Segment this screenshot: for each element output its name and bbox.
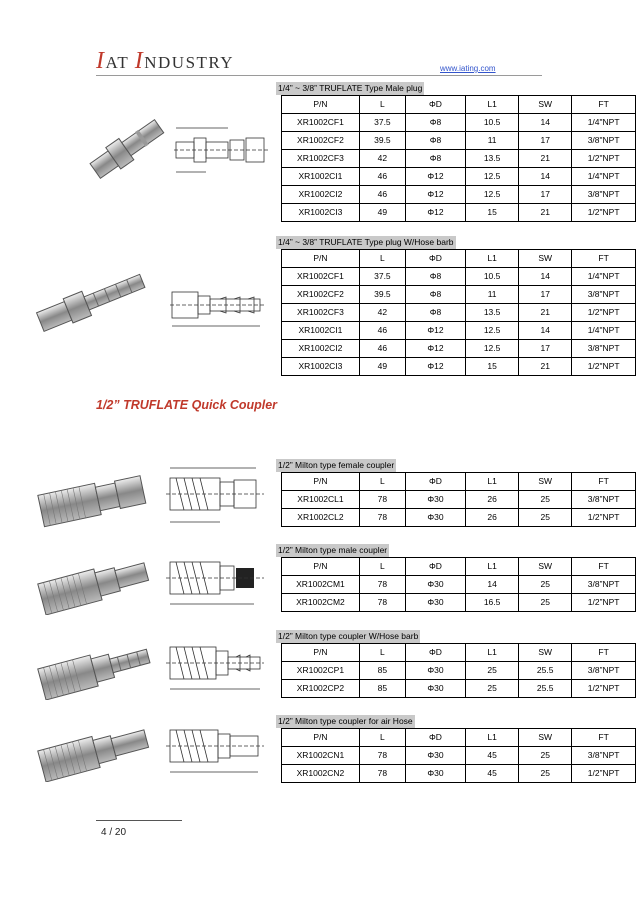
cell-l1: 10.5 <box>466 268 519 286</box>
cell-d: Φ30 <box>405 747 465 765</box>
coupler-air-hose-photo <box>36 722 156 782</box>
cell-ft: 3/8”NPT <box>572 747 636 765</box>
table-row <box>282 491 636 509</box>
cell-sw: 21 <box>519 358 572 376</box>
table-row <box>282 150 636 168</box>
cell-l: 78 <box>359 509 405 527</box>
female-coupler-drawing <box>166 462 266 532</box>
cell-sw: 17 <box>519 286 572 304</box>
table-caption-coupler-air-hose: 1/2” Milton type coupler for air Hose <box>278 716 413 726</box>
cell-pn: XR1002CI2 <box>282 186 360 204</box>
table-header-row <box>282 473 636 491</box>
column-header-sw: SW <box>519 250 572 268</box>
cell-l: 49 <box>359 358 405 376</box>
table-row <box>282 322 636 340</box>
cell-sw: 17 <box>519 340 572 358</box>
table-header-row <box>282 729 636 747</box>
cell-l: 49 <box>359 204 405 222</box>
header-divider <box>96 75 542 76</box>
coupler-hose-barb-photo <box>36 640 156 700</box>
table-row <box>282 662 636 680</box>
cell-pn: XR1002CF1 <box>282 114 360 132</box>
male-plug-drawing <box>174 120 269 180</box>
cell-pn: XR1002CM1 <box>282 576 360 594</box>
cell-l1: 26 <box>466 491 519 509</box>
female-coupler-photo <box>36 470 151 530</box>
spec-table-male-coupler <box>281 557 636 612</box>
coupler-hose-barb-drawing <box>166 633 266 698</box>
cell-l1: 16.5 <box>466 594 519 612</box>
cell-l1: 11 <box>466 132 519 150</box>
cell-pn: XR1002CP2 <box>282 680 360 698</box>
cell-d: Φ8 <box>405 114 465 132</box>
cell-d: Φ12 <box>405 358 465 376</box>
cell-sw: 25.5 <box>519 662 572 680</box>
cell-l1: 45 <box>466 765 519 783</box>
cell-pn: XR1002CI3 <box>282 204 360 222</box>
column-header-d: ΦD <box>405 644 465 662</box>
cell-ft: 1/2”NPT <box>572 509 636 527</box>
cell-pn: XR1002CI1 <box>282 168 360 186</box>
spec-table-hose-barb-plug <box>281 249 636 376</box>
cell-ft: 1/2”NPT <box>572 765 636 783</box>
cell-d: Φ8 <box>405 268 465 286</box>
column-header-d: ΦD <box>405 558 465 576</box>
table-caption-male-plug: 1/4” ~ 3/8” TRUFLATE Type Male plug <box>278 83 423 93</box>
cell-l: 78 <box>359 576 405 594</box>
cell-sw: 25 <box>519 576 572 594</box>
column-header-l1: L1 <box>466 96 519 114</box>
cell-sw: 21 <box>519 204 572 222</box>
column-header-ft: FT <box>572 473 636 491</box>
cell-ft: 3/8”NPT <box>572 491 636 509</box>
column-header-pn: P/N <box>282 644 360 662</box>
table-caption-male-coupler: 1/2” Milton type male coupler <box>278 545 388 555</box>
table-row <box>282 168 636 186</box>
column-header-l: L <box>359 96 405 114</box>
cell-sw: 25 <box>519 491 572 509</box>
table-row <box>282 680 636 698</box>
cell-pn: XR1002CF3 <box>282 150 360 168</box>
column-header-d: ΦD <box>405 250 465 268</box>
table-row <box>282 268 636 286</box>
cell-l1: 15 <box>466 358 519 376</box>
cell-d: Φ30 <box>405 509 465 527</box>
column-header-pn: P/N <box>282 96 360 114</box>
cell-d: Φ30 <box>405 662 465 680</box>
spec-table-male-plug <box>281 95 636 222</box>
column-header-ft: FT <box>572 250 636 268</box>
cell-l: 39.5 <box>359 286 405 304</box>
cell-d: Φ30 <box>405 491 465 509</box>
cell-l: 85 <box>359 680 405 698</box>
cell-pn: XR1002CP1 <box>282 662 360 680</box>
cell-ft: 1/4"NPT <box>572 114 636 132</box>
column-header-pn: P/N <box>282 473 360 491</box>
cell-pn: XR1002CL1 <box>282 491 360 509</box>
column-header-ft: FT <box>572 644 636 662</box>
cell-ft: 3/8"NPT <box>572 286 636 304</box>
table-caption-female-coupler: 1/2” Milton type female coupler <box>278 460 395 470</box>
cell-l: 46 <box>359 186 405 204</box>
table-row <box>282 304 636 322</box>
column-header-ft: FT <box>572 729 636 747</box>
cell-l1: 26 <box>466 509 519 527</box>
cell-sw: 25 <box>519 594 572 612</box>
column-header-l: L <box>359 644 405 662</box>
hose-barb-plug-photo <box>30 260 160 340</box>
table-row <box>282 358 636 376</box>
cell-l: 37.5 <box>359 268 405 286</box>
table-row <box>282 114 636 132</box>
cell-pn: XR1002CL2 <box>282 509 360 527</box>
hose-barb-plug-drawing <box>170 278 265 333</box>
cell-sw: 25 <box>519 765 572 783</box>
cell-l1: 25 <box>466 680 519 698</box>
column-header-l1: L1 <box>466 644 519 662</box>
column-header-pn: P/N <box>282 729 360 747</box>
cell-d: Φ30 <box>405 594 465 612</box>
cell-d: Φ8 <box>405 304 465 322</box>
column-header-d: ΦD <box>405 96 465 114</box>
column-header-l: L <box>359 473 405 491</box>
column-header-pn: P/N <box>282 558 360 576</box>
table-row <box>282 509 636 527</box>
cell-pn: XR1002CF1 <box>282 268 360 286</box>
cell-d: Φ30 <box>405 765 465 783</box>
cell-ft: 1/2"NPT <box>572 204 636 222</box>
cell-sw: 14 <box>519 168 572 186</box>
cell-d: Φ30 <box>405 680 465 698</box>
cell-l: 42 <box>359 304 405 322</box>
table-header-row <box>282 558 636 576</box>
column-header-l1: L1 <box>466 250 519 268</box>
column-header-sw: SW <box>519 96 572 114</box>
cell-sw: 25 <box>519 747 572 765</box>
cell-ft: 1/4"NPT <box>572 322 636 340</box>
cell-d: Φ8 <box>405 132 465 150</box>
cell-pn: XR1002CF2 <box>282 132 360 150</box>
page-number: 4 / 20 <box>101 827 127 838</box>
cell-l: 42 <box>359 150 405 168</box>
table-header-row <box>282 96 636 114</box>
table-row <box>282 765 636 783</box>
cell-ft: 1/2"NPT <box>572 304 636 322</box>
table-row <box>282 747 636 765</box>
cell-d: Φ8 <box>405 286 465 304</box>
column-header-l1: L1 <box>466 558 519 576</box>
cell-l1: 13.5 <box>466 150 519 168</box>
cell-l: 37.5 <box>359 114 405 132</box>
male-plug-photo <box>83 103 173 193</box>
cell-l: 78 <box>359 491 405 509</box>
cell-l: 46 <box>359 322 405 340</box>
cell-sw: 17 <box>519 186 572 204</box>
cell-l: 46 <box>359 168 405 186</box>
cell-d: Φ12 <box>405 186 465 204</box>
cell-d: Φ8 <box>405 150 465 168</box>
cell-pn: XR1002CM2 <box>282 594 360 612</box>
cell-ft: 1/2"NPT <box>572 358 636 376</box>
column-header-l1: L1 <box>466 729 519 747</box>
cell-l1: 12.5 <box>466 340 519 358</box>
cell-d: Φ30 <box>405 576 465 594</box>
column-header-ft: FT <box>572 96 636 114</box>
cell-sw: 21 <box>519 150 572 168</box>
column-header-sw: SW <box>519 473 572 491</box>
male-coupler-photo <box>36 555 156 615</box>
column-header-l1: L1 <box>466 473 519 491</box>
cell-l1: 10.5 <box>466 114 519 132</box>
coupler-air-hose-drawing <box>166 716 266 781</box>
table-row <box>282 576 636 594</box>
table-row <box>282 340 636 358</box>
cell-sw: 21 <box>519 304 572 322</box>
cell-ft: 1/4"NPT <box>572 268 636 286</box>
cell-sw: 14 <box>519 322 572 340</box>
cell-sw: 25.5 <box>519 680 572 698</box>
column-header-ft: FT <box>572 558 636 576</box>
cell-l1: 11 <box>466 286 519 304</box>
footer-divider <box>96 820 182 821</box>
cell-ft: 1/2”NPT <box>572 594 636 612</box>
cell-pn: XR1002CI2 <box>282 340 360 358</box>
table-row <box>282 204 636 222</box>
cell-sw: 17 <box>519 132 572 150</box>
cell-pn: XR1002CN1 <box>282 747 360 765</box>
section-title: 1/2” TRUFLATE Quick Coupler <box>96 398 278 412</box>
cell-ft: 3/8"NPT <box>572 132 636 150</box>
table-row <box>282 132 636 150</box>
cell-pn: XR1002CN2 <box>282 765 360 783</box>
cell-l: 46 <box>359 340 405 358</box>
column-header-d: ΦD <box>405 729 465 747</box>
cell-l1: 13.5 <box>466 304 519 322</box>
column-header-l: L <box>359 250 405 268</box>
column-header-sw: SW <box>519 644 572 662</box>
cell-d: Φ12 <box>405 340 465 358</box>
column-header-sw: SW <box>519 558 572 576</box>
cell-l: 85 <box>359 662 405 680</box>
table-header-row <box>282 644 636 662</box>
column-header-l: L <box>359 729 405 747</box>
cell-sw: 14 <box>519 268 572 286</box>
cell-l: 78 <box>359 765 405 783</box>
table-row <box>282 286 636 304</box>
cell-pn: XR1002CI3 <box>282 358 360 376</box>
cell-l1: 12.5 <box>466 322 519 340</box>
cell-ft: 3/8”NPT <box>572 662 636 680</box>
cell-l1: 15 <box>466 204 519 222</box>
cell-l1: 25 <box>466 662 519 680</box>
cell-ft: 3/8”NPT <box>572 576 636 594</box>
cell-sw: 25 <box>519 509 572 527</box>
cell-d: Φ12 <box>405 204 465 222</box>
cell-ft: 1/2”NPT <box>572 680 636 698</box>
website-link[interactable]: www.iating.com <box>440 64 496 73</box>
column-header-l: L <box>359 558 405 576</box>
cell-l: 39.5 <box>359 132 405 150</box>
cell-l: 78 <box>359 747 405 765</box>
cell-ft: 1/2"NPT <box>572 150 636 168</box>
spec-table-coupler-air-hose <box>281 728 636 783</box>
column-header-sw: SW <box>519 729 572 747</box>
spec-table-coupler-hose-barb <box>281 643 636 698</box>
cell-l1: 45 <box>466 747 519 765</box>
table-caption-hose-barb-plug: 1/4” ~ 3/8” TRUFLATE Type plug W/Hose barb <box>278 237 454 247</box>
cell-l1: 12.5 <box>466 186 519 204</box>
table-row <box>282 594 636 612</box>
cell-l1: 12.5 <box>466 168 519 186</box>
cell-l1: 14 <box>466 576 519 594</box>
cell-d: Φ12 <box>405 168 465 186</box>
male-coupler-drawing <box>166 548 266 613</box>
table-caption-coupler-hose-barb: 1/2” Milton type coupler W/Hose barb <box>278 631 419 641</box>
cell-d: Φ12 <box>405 322 465 340</box>
cell-ft: 3/8"NPT <box>572 340 636 358</box>
cell-pn: XR1002CI1 <box>282 322 360 340</box>
column-header-d: ΦD <box>405 473 465 491</box>
company-logo: IAT INDUSTRY <box>96 48 235 74</box>
cell-ft: 3/8"NPT <box>572 186 636 204</box>
spec-table-female-coupler <box>281 472 636 527</box>
cell-ft: 1/4"NPT <box>572 168 636 186</box>
table-row <box>282 186 636 204</box>
cell-l: 78 <box>359 594 405 612</box>
cell-pn: XR1002CF2 <box>282 286 360 304</box>
table-header-row <box>282 250 636 268</box>
column-header-pn: P/N <box>282 250 360 268</box>
cell-pn: XR1002CF3 <box>282 304 360 322</box>
cell-sw: 14 <box>519 114 572 132</box>
